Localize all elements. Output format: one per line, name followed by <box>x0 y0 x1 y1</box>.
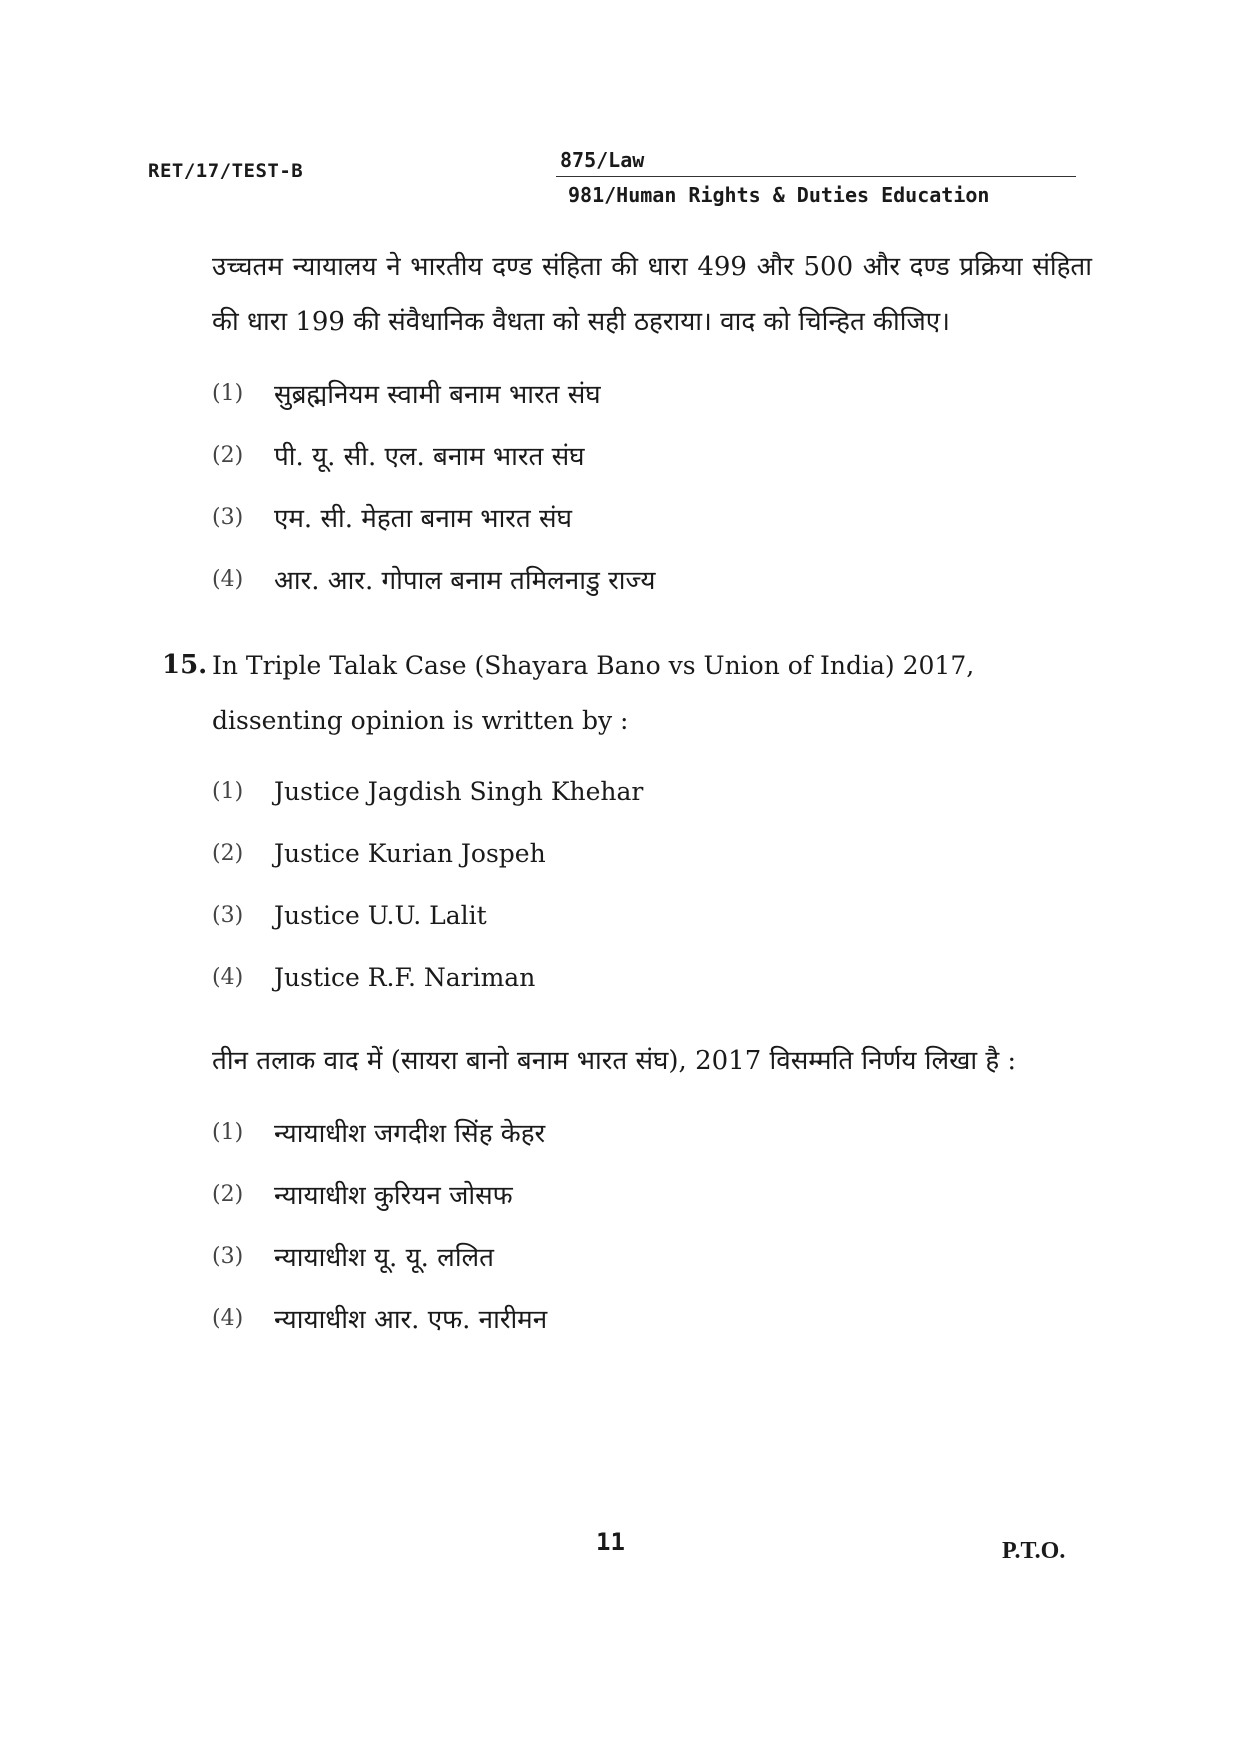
option-item <box>212 1225 1092 1287</box>
option-text: आर. आर. गोपाल बनाम तमिलनाडु राज्य <box>274 566 656 596</box>
option-item <box>212 1101 1092 1163</box>
option-text: पी. यू. सी. एल. बनाम भारत संघ <box>274 442 585 472</box>
option-text: Justice Jagdish Singh Khehar <box>274 776 644 806</box>
option-number: (3) <box>212 504 244 530</box>
question-15-options <box>212 760 1092 1008</box>
subject-header <box>556 148 1080 207</box>
subject-code: 981/Human Rights & Duties Education <box>568 183 990 207</box>
option-text: न्यायाधीश यू. यू. ललित <box>274 1243 494 1273</box>
exam-code: RET/17/TEST-B <box>148 160 304 182</box>
page-number: 11 <box>596 1528 625 1556</box>
option-item <box>212 362 1092 424</box>
option-text: न्यायाधीश कुरियन जोसफ <box>274 1181 513 1211</box>
option-text: न्यायाधीश आर. एफ. नारीमन <box>274 1305 548 1335</box>
option-number: (1) <box>212 778 244 804</box>
option-text: न्यायाधीश जगदीश सिंह केहर <box>274 1119 546 1149</box>
header-rule <box>556 176 1076 177</box>
page-content <box>162 240 1092 1349</box>
option-item <box>212 1163 1092 1225</box>
option-item <box>212 760 1092 822</box>
question-15-number: 15. <box>162 650 208 680</box>
option-text: Justice Kurian Jospeh <box>274 838 546 868</box>
question-15 <box>162 638 1092 1349</box>
question-14-hindi <box>212 240 1092 610</box>
option-text: Justice U.U. Lalit <box>274 900 487 930</box>
question-14-hindi-text: उच्चतम न्यायालय ने भारतीय दण्ड संहिता की धारा 499 और 500 और दण्ड प्रक्रिया संहिता की धारा 199 की संवैधानिक वैधता को सही ठहराया। वाद को चिन्हित कीजिए। <box>212 252 1092 337</box>
option-item <box>212 884 1092 946</box>
option-item <box>212 946 1092 1008</box>
question-15-hindi-text: तीन तलाक वाद में (सायरा बानो बनाम भारत संघ), 2017 विसम्मति निर्णय लिखा है : <box>212 1046 1017 1076</box>
question-15-hindi-options <box>212 1101 1092 1349</box>
option-number: (2) <box>212 840 244 866</box>
pto-label: P.T.O. <box>1002 1538 1066 1564</box>
option-number: (4) <box>212 566 244 592</box>
option-number: (3) <box>212 1243 244 1269</box>
option-number: (3) <box>212 902 244 928</box>
option-number: (1) <box>212 1119 244 1145</box>
question-14-hindi-options <box>212 362 1092 610</box>
option-text: सुब्रह्मनियम स्वामी बनाम भारत संघ <box>274 380 601 410</box>
option-number: (1) <box>212 380 244 406</box>
option-text: Justice R.F. Nariman <box>274 962 536 992</box>
option-item <box>212 486 1092 548</box>
option-number: (2) <box>212 1181 244 1207</box>
option-item <box>212 424 1092 486</box>
law-code: 875/Law <box>560 148 645 172</box>
question-15-text: In Triple Talak Case (Shayara Bano vs Union of India) 2017, dissenting opinion is written by : <box>212 651 975 735</box>
option-number: (4) <box>212 964 244 990</box>
option-text: एम. सी. मेहता बनाम भारत संघ <box>274 504 572 534</box>
option-item <box>212 548 1092 610</box>
option-item <box>212 1287 1092 1349</box>
question-15-hindi <box>212 1034 1092 1349</box>
option-number: (4) <box>212 1305 244 1331</box>
option-number: (2) <box>212 442 244 468</box>
option-item <box>212 822 1092 884</box>
